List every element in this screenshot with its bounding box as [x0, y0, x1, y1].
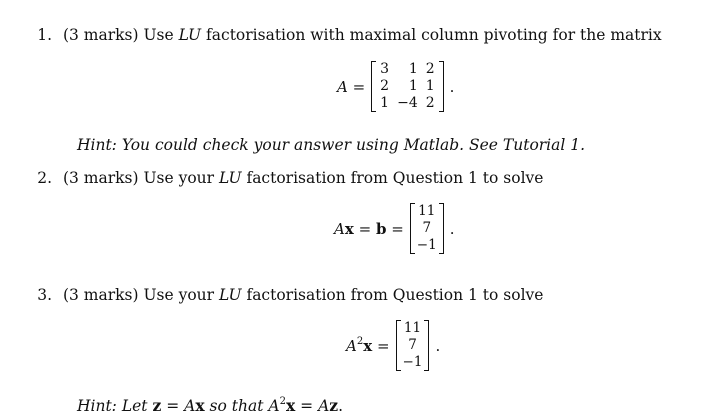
matrix-cell: −4 [397, 95, 418, 111]
matrix-cell: 2 [380, 78, 390, 94]
question-3-lhs-a: A [346, 336, 357, 355]
vector-cell: −1 [402, 354, 423, 370]
question-1-period: . [449, 77, 455, 96]
question-2-lhs-eq2: = [391, 219, 404, 238]
question-3-text-a: Use your [143, 286, 215, 304]
question-3-lhs-eq: = [376, 336, 390, 355]
hint-eq1: = [166, 397, 180, 415]
hint-mid: so that [209, 397, 264, 415]
question-2-equation [334, 203, 454, 254]
question-2-lu: LU [219, 169, 242, 187]
question-2-lhs-a: A [334, 219, 345, 238]
question-3-lhs-x: x [363, 336, 373, 355]
hint-z: z [152, 396, 162, 415]
matrix-cell: 2 [425, 95, 435, 111]
question-3-lhs-sup: 2 [356, 335, 364, 347]
vector-row [401, 354, 425, 371]
matrix-cell: 1 [380, 95, 390, 111]
question-3-number: 3. [37, 286, 52, 304]
question-3-line [30, 285, 543, 305]
matrix-cell: 2 [425, 61, 435, 77]
question-2-period: . [449, 219, 455, 238]
vector-row [415, 203, 439, 220]
hint-sup: 2 [279, 395, 286, 407]
hint-a1: A [184, 397, 196, 415]
question-1-line [30, 25, 662, 45]
question-3-lhs [346, 337, 390, 355]
matrix-cell: 1 [408, 78, 418, 94]
hint-a3: A [318, 397, 330, 415]
hint-x1: x [195, 396, 205, 415]
vector-row [401, 320, 425, 337]
question-3-marks: (3 marks) [62, 286, 139, 304]
question-1-marks: (3 marks) [62, 26, 139, 44]
question-2-marks: (3 marks) [62, 169, 139, 187]
hint-end: . [338, 397, 344, 415]
question-3-equation [346, 320, 440, 371]
vector-b [410, 203, 444, 254]
question-1-lu: LU [178, 26, 202, 44]
matrix-a [371, 61, 443, 112]
matrix-a-label: A = [337, 77, 366, 96]
question-3-hint [77, 396, 343, 416]
vector-row [415, 220, 439, 237]
matrix-cell: 1 [408, 61, 418, 77]
hint-a2: A [268, 397, 280, 415]
question-2-lhs-eq1: = [358, 219, 372, 238]
question-3-lu: LU [219, 286, 242, 304]
question-2-lhs-x: x [344, 219, 354, 238]
vector-cell: 11 [418, 203, 436, 219]
vector-cell: 11 [403, 320, 422, 336]
vector-rhs [396, 320, 430, 371]
vector-cell: 7 [422, 220, 432, 236]
question-2-lhs-b: b [375, 219, 387, 238]
matrix-row [376, 95, 438, 112]
question-2-line [30, 168, 543, 188]
hint-prefix: Hint: Let [77, 397, 148, 415]
hint-z2: z [329, 396, 339, 415]
matrix-row [376, 61, 438, 78]
hint-eq2: = [300, 397, 314, 415]
question-1-number: 1. [37, 26, 52, 44]
question-1-equation [337, 61, 454, 112]
vector-cell: −1 [416, 237, 437, 253]
vector-cell: 7 [408, 337, 417, 353]
matrix-row [376, 78, 438, 95]
question-1-text-b: factorisation with maximal column pivoting for the matrix [206, 26, 662, 44]
matrix-cell: 1 [425, 78, 435, 94]
question-1-hint: Hint: You could check your answer using Matlab. See Tutorial 1. [77, 136, 586, 154]
question-3-text-b: factorisation from Question 1 to solve [246, 286, 544, 304]
question-2-text-b: factorisation from Question 1 to solve [246, 169, 544, 187]
vector-row [415, 237, 439, 254]
vector-row [401, 337, 425, 354]
matrix-cell: 3 [380, 61, 390, 77]
question-3-period: . [435, 336, 441, 355]
question-2-lhs [334, 220, 404, 238]
hint-x2: x [285, 396, 296, 415]
question-2-text-a: Use your [143, 169, 215, 187]
question-2-number: 2. [37, 169, 52, 187]
question-1-text-a: Use [143, 26, 174, 44]
